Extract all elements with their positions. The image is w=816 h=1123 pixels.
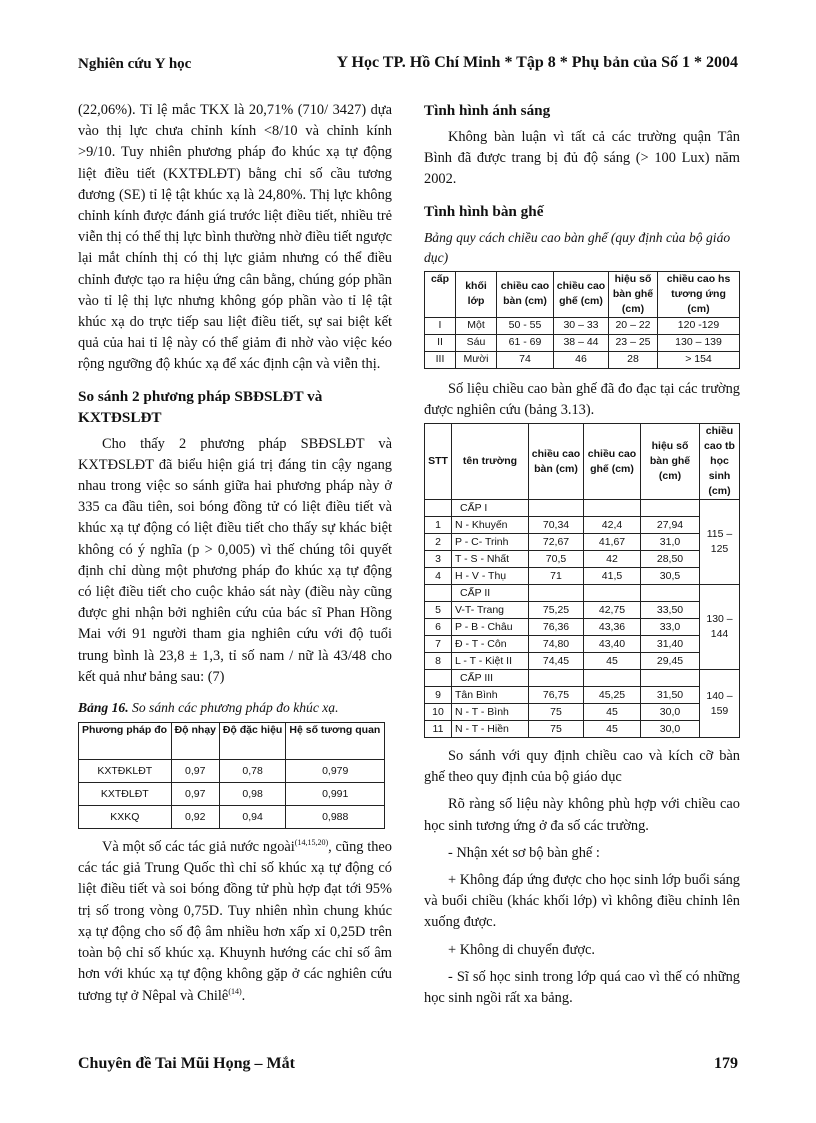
- cell: [425, 500, 452, 517]
- cell: [584, 585, 641, 602]
- cell: [425, 585, 452, 602]
- cell: 45: [584, 704, 641, 721]
- cell: [529, 585, 584, 602]
- cell: [529, 670, 584, 687]
- table-row: [425, 551, 740, 568]
- running-header-left: Nghiên cứu Y học: [78, 56, 192, 72]
- right-column: [424, 100, 740, 1009]
- cell: N - T - Hiền: [452, 721, 529, 738]
- cell: 43,36: [584, 619, 641, 636]
- cell: 29,45: [641, 653, 700, 670]
- cell: 42: [584, 551, 641, 568]
- cell: 30,0: [641, 721, 700, 738]
- cell: 10: [425, 704, 452, 721]
- cell: > 154: [658, 351, 740, 368]
- cell: 45: [584, 653, 641, 670]
- table-row: [425, 653, 740, 670]
- cell: II: [425, 334, 456, 351]
- col-header: Phương pháp đo: [79, 723, 172, 760]
- col-header: hiệu số bàn ghế (cm): [641, 424, 700, 500]
- table-row: [425, 602, 740, 619]
- cell: 7: [425, 636, 452, 653]
- cell: I: [425, 317, 456, 334]
- table-16: [78, 722, 385, 829]
- col-header: chiều cao bàn (cm): [529, 424, 584, 500]
- cell: Sáu: [456, 334, 497, 351]
- cell: 4: [425, 568, 452, 585]
- cell: 38 – 44: [554, 334, 609, 351]
- cell: 41,67: [584, 534, 641, 551]
- table-row: [425, 721, 740, 738]
- cell: [584, 670, 641, 687]
- cell: Một: [456, 317, 497, 334]
- cell: 50 - 55: [497, 317, 554, 334]
- table-16-caption: [78, 698, 392, 717]
- cell: [425, 670, 452, 687]
- cell: 11: [425, 721, 452, 738]
- cell: 20 – 22: [609, 317, 658, 334]
- col-header: hiệu số bàn ghế (cm): [609, 271, 658, 317]
- cell: 45,25: [584, 687, 641, 704]
- col-header: chiều cao hs tương ứng (cm): [658, 271, 740, 317]
- text: .: [241, 987, 246, 1004]
- cell: 5: [425, 602, 452, 619]
- cell: 46: [554, 351, 609, 368]
- cell: 33,0: [641, 619, 700, 636]
- cell: 30 – 33: [554, 317, 609, 334]
- col-header: chiều cao ghế (cm): [584, 424, 641, 500]
- col-header: Độ nhạy: [171, 723, 219, 760]
- cell: 75: [529, 721, 584, 738]
- cell: V-T- Trang: [452, 602, 529, 619]
- cell: KXTĐKLĐT: [79, 760, 172, 783]
- table-label: Bảng 16.: [78, 700, 129, 716]
- cell: 75: [529, 704, 584, 721]
- cell: 76,36: [529, 619, 584, 636]
- cell: 41,5: [584, 568, 641, 585]
- table-row: [425, 704, 740, 721]
- paragraph: Rõ ràng số liệu này không phù hợp với chiều cao học sinh tương ứng ở đa số các trường.: [424, 796, 740, 834]
- cell: N - Khuyến: [452, 517, 529, 534]
- table-row: [79, 760, 385, 783]
- cell: 45: [584, 721, 641, 738]
- paragraph: + Không di chuyển được.: [448, 941, 596, 958]
- cell: 31,50: [641, 687, 700, 704]
- cell: 2: [425, 534, 452, 551]
- standard-table: [424, 271, 740, 369]
- section-heading: Tình hình bàn ghế: [424, 202, 544, 220]
- cell: 74,45: [529, 653, 584, 670]
- cell: KXKQ: [79, 806, 172, 829]
- col-header: Hệ số tương quan: [286, 723, 385, 760]
- text: Và một số các tác giả nước ngoài: [102, 839, 295, 856]
- table-row: [425, 568, 740, 585]
- height-range: 115 – 125: [700, 500, 740, 585]
- col-header: Độ đặc hiệu: [219, 723, 286, 760]
- left-column: [78, 100, 392, 1007]
- cell: L - T - Kiệt II: [452, 653, 529, 670]
- cell: 71: [529, 568, 584, 585]
- cell: 0,98: [219, 783, 286, 806]
- level-label: CẤP I: [452, 500, 529, 517]
- table-row: [425, 517, 740, 534]
- paragraph: - Sĩ số học sinh trong lớp quá cao vì thế có những học sinh ngồi rất xa bảng.: [424, 968, 740, 1007]
- cell: 42,4: [584, 517, 641, 534]
- cell: 1: [425, 517, 452, 534]
- paragraph: Không bàn luận vì tất cả các trường quận Tân Bình đã được trang bị đủ độ sáng (> 100 Lux) năm 2002.: [424, 129, 740, 188]
- cell: 0,94: [219, 806, 286, 829]
- cell: 0,988: [286, 806, 385, 829]
- cell: 33,50: [641, 602, 700, 619]
- cell: 74: [497, 351, 554, 368]
- height-range: 140 – 159: [700, 670, 740, 738]
- table-row: [425, 636, 740, 653]
- level-label: CẤP III: [452, 670, 529, 687]
- table-caption: Bảng quy cách chiều cao bàn ghế (quy định của bộ giáo dục): [424, 229, 731, 265]
- cell: 0,97: [171, 760, 219, 783]
- citation: (14): [228, 986, 242, 996]
- cell: N - T - Bình: [452, 704, 529, 721]
- cell: Mười: [456, 351, 497, 368]
- citation: (14,15,20): [294, 838, 329, 848]
- table-row: [79, 806, 385, 829]
- cell: 27,94: [641, 517, 700, 534]
- paragraph: [78, 837, 392, 1007]
- table-row: [79, 783, 385, 806]
- cell: 70,34: [529, 517, 584, 534]
- cell: 6: [425, 619, 452, 636]
- cell: 70,5: [529, 551, 584, 568]
- cell: 74,80: [529, 636, 584, 653]
- col-header: tên trường: [452, 424, 529, 500]
- cell: 75,25: [529, 602, 584, 619]
- table-row: [425, 334, 740, 351]
- col-header: khối lớp: [456, 271, 497, 317]
- cell: 3: [425, 551, 452, 568]
- table-row: [425, 351, 740, 368]
- cell: 0,92: [171, 806, 219, 829]
- cell: Đ - T - Côn: [452, 636, 529, 653]
- cell: P - C- Trinh: [452, 534, 529, 551]
- cell: 43,40: [584, 636, 641, 653]
- cell: 31,0: [641, 534, 700, 551]
- table-row: [425, 687, 740, 704]
- table-row: [425, 619, 740, 636]
- cell: Tân Bình: [452, 687, 529, 704]
- table-row: [425, 670, 740, 687]
- paragraph: Số liệu chiều cao bàn ghế đã đo đạc tại các trường được nghiên cứu (bảng 3.13).: [424, 380, 740, 418]
- cell: T - S - Nhất: [452, 551, 529, 568]
- paragraph: Cho thấy 2 phương pháp SBĐSLĐT và KXTĐSLĐT đã biểu hiện giá trị đáng tin cậy ngang nhau trong việc so sánh giữa hai phương pháp này ở 335 ca đầu tiên, soi bóng đồng tử có liệt điều tiết và khúc xạ tự động có liệt điều tiết cho thấy sự khác biệt không có ý nghĩa (p > 0,005) vì thế chúng tôi quyết định chỉ dùng một phương pháp đo khúc xạ tự động có liệt điều tiết cho cuộc khảo sát này (điều này cũng được ghi nhận bởi nghiên cứu của bác sĩ Phan Hồng Mai với 91 người tham gia nghiên cứu với độ tuổi trung bình là 23,8 ± 1,3, tỉ số nam / nữ là 43/48 cho kết quả như bảng sau: (7): [78, 435, 392, 685]
- section-heading: Tình hình ánh sáng: [424, 102, 551, 119]
- paragraph: (22,06%). Tỉ lệ mắc TKX là 20,71% (710/ 3427) dựa vào thị lực chưa chỉnh kính <8/10 và chỉnh kính >9/10. Tuy nhiên phương pháp đo khúc xạ tự động liệt điều tiết (KXTĐLĐT) bằng chỉ số cầu tương đương (SE) tỉ lệ tật khúc xạ là 24,80%. Thị lực không chỉnh kính được đánh giá trước liệt điều tiết, nhiều trẻ viễn thị có thể thị lực bình thường nhờ điều tiết ngược lại mắt chính thị có thị lực giảm nhưng có thể điều chỉnh được tạo ra hiệu ứng cân bằng, chúng góp phần vào tỉ lệ thị lực nhưng không góp phần vào tỉ lệ tật khúc xạ do trực tiếp sau liệt điều tiết, sự sai biệt kết quả của hai tỉ lệ này có thể giảm đi nhờ vào việc kéo rộng ngưỡng độ khúc xạ để xác định cận và viễn thị.: [78, 102, 392, 373]
- running-header-right: Y Học TP. Hồ Chí Minh * Tập 8 * Phụ bản của Số 1 * 2004: [336, 54, 738, 71]
- cell: 130 – 139: [658, 334, 740, 351]
- cell: [641, 585, 700, 602]
- cell: [641, 670, 700, 687]
- height-range: 130 – 144: [700, 585, 740, 670]
- col-header: chiều cao bàn (cm): [497, 271, 554, 317]
- cell: 0,97: [171, 783, 219, 806]
- running-footer-left: Chuyên đề Tai Mũi Họng – Mắt: [78, 1055, 295, 1072]
- table-row: [425, 534, 740, 551]
- cell: 30,5: [641, 568, 700, 585]
- cell: 30,0: [641, 704, 700, 721]
- level-label: CẤP II: [452, 585, 529, 602]
- table-row: [425, 500, 740, 517]
- paragraph: So sánh với quy định chiều cao và kích cỡ bàn ghế theo quy định của bộ giáo dục: [424, 748, 740, 786]
- cell: 76,75: [529, 687, 584, 704]
- cell: 0,979: [286, 760, 385, 783]
- cell: 72,67: [529, 534, 584, 551]
- page-number: 179: [714, 1055, 738, 1072]
- cell: H - V - Thụ: [452, 568, 529, 585]
- cell: 23 – 25: [609, 334, 658, 351]
- table-row: [425, 317, 740, 334]
- cell: 0,78: [219, 760, 286, 783]
- col-header: STT: [425, 424, 452, 500]
- cell: [529, 500, 584, 517]
- col-header: chiều cao tb học sinh (cm): [700, 424, 740, 500]
- cell: 9: [425, 687, 452, 704]
- cell: 28: [609, 351, 658, 368]
- cell: 61 - 69: [497, 334, 554, 351]
- cell: 8: [425, 653, 452, 670]
- paragraph: + Không đáp ứng được cho học sinh lớp buổi sáng và buổi chiều (khác khối lớp) vì không điều chỉnh lên xuống được.: [424, 872, 740, 931]
- cell: KXTĐLĐT: [79, 783, 172, 806]
- text: , cũng theo các tác giả Trung Quốc thì chỉ số khúc xạ tự động có liệt điều tiết và soi bóng đồng tử phù hợp đạt tới 95% trị số trong vòng 0,75D. Tuy nhiên nhìn chung khúc xạ tự động cho số độ âm nhiều hơn xấp xỉ 0,25D trên toàn bộ chỉ số khúc xạ. Khuynh hướng các chỉ số âm hơn với khúc xạ tự động không gặp ở các nghiên cứu tương tự ở Nêpal và Chilê: [78, 839, 393, 1004]
- paragraph: - Nhận xét sơ bộ bàn ghế :: [448, 844, 600, 861]
- cell: [641, 500, 700, 517]
- section-heading: So sánh 2 phương pháp SBĐSLĐT và KXTĐSLĐT: [78, 387, 323, 426]
- table-3-13: [424, 423, 740, 738]
- col-header: cấp: [425, 271, 456, 317]
- cell: 42,75: [584, 602, 641, 619]
- col-header: chiều cao ghế (cm): [554, 271, 609, 317]
- cell: 31,40: [641, 636, 700, 653]
- cell: 120 -129: [658, 317, 740, 334]
- cell: 28,50: [641, 551, 700, 568]
- cell: 0,991: [286, 783, 385, 806]
- cell: [584, 500, 641, 517]
- cell: III: [425, 351, 456, 368]
- table-row: [425, 585, 740, 602]
- cell: P - B - Châu: [452, 619, 529, 636]
- table-caption-text: So sánh các phương pháp đo khúc xạ.: [132, 700, 339, 716]
